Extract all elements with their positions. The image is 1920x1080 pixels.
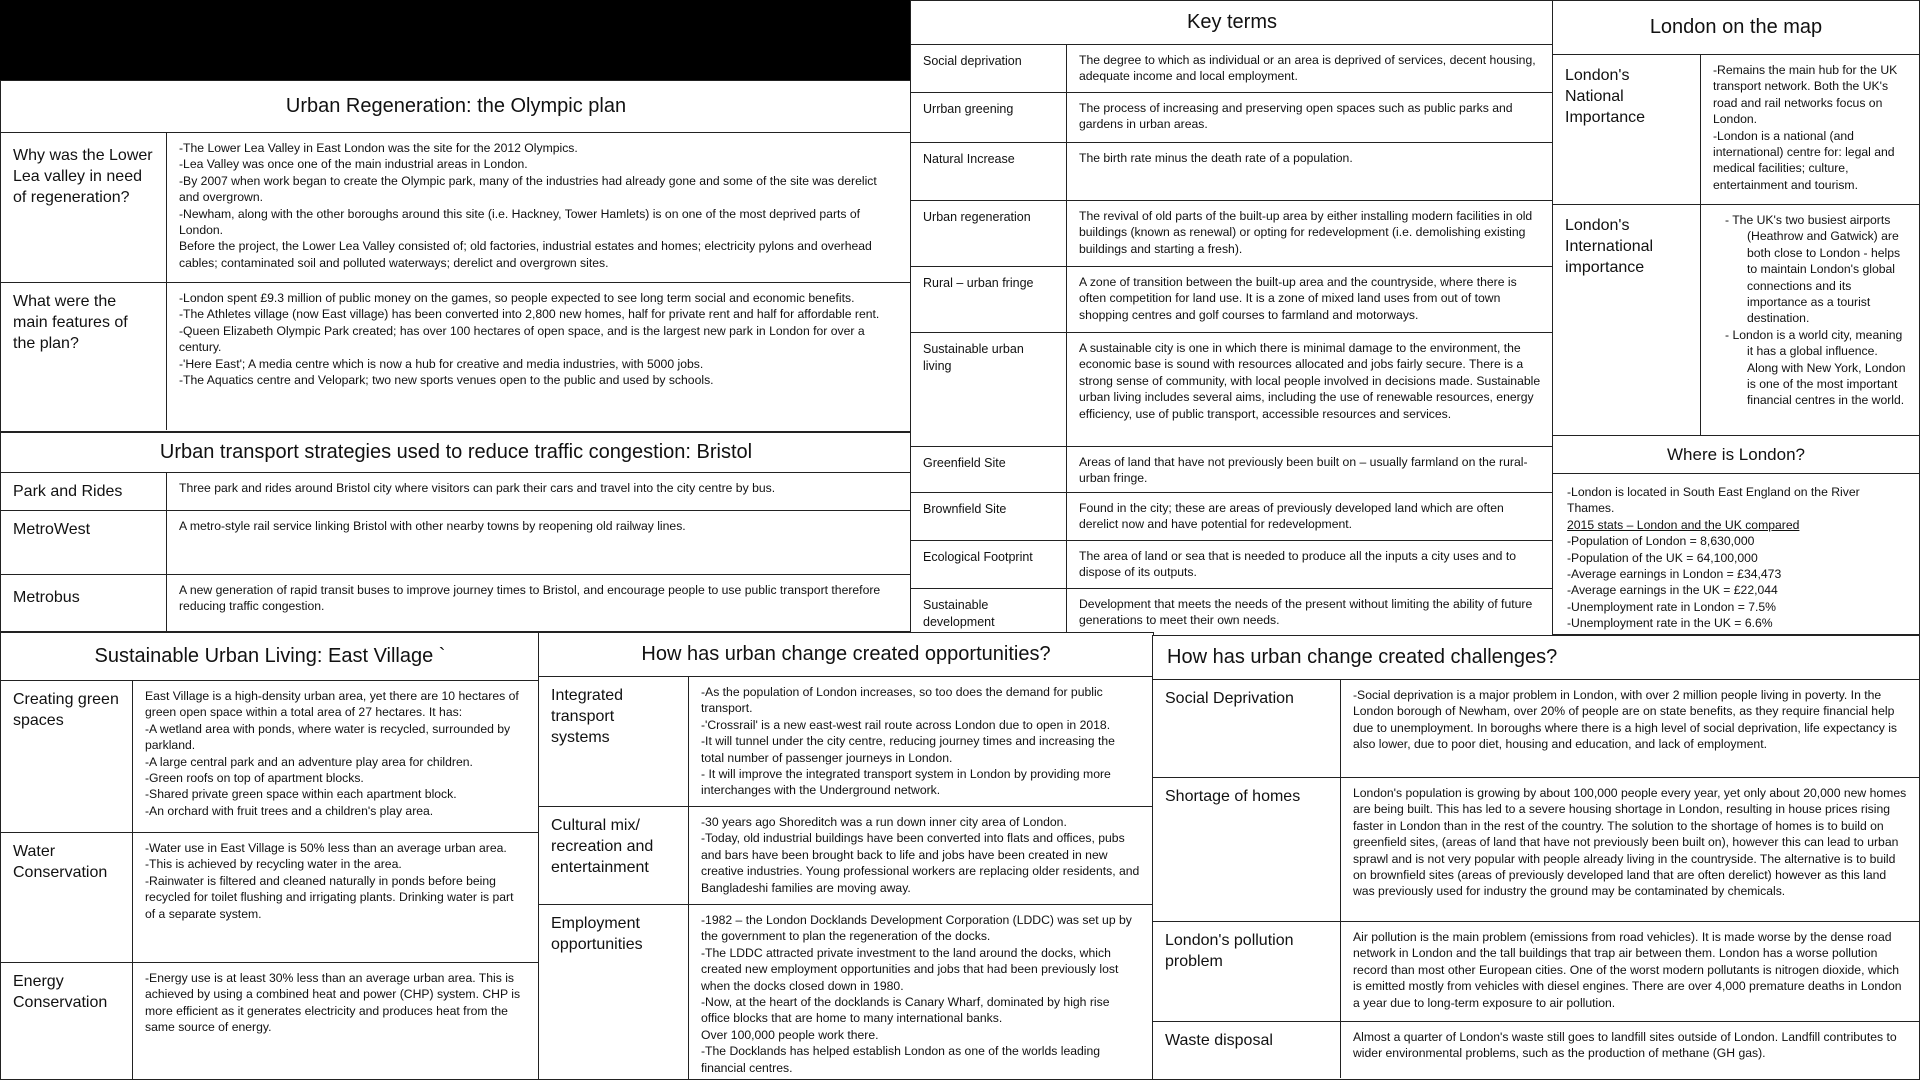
challenges-row-label: London's pollution problem bbox=[1153, 922, 1341, 1021]
stat-line: -Average earnings in London = £34,473 bbox=[1567, 567, 1782, 582]
challenges-row bbox=[1153, 922, 1919, 1022]
text-line: -Today, old industrial buildings have been converted into flats and offices, pubs and bars have been brought back to life and jobs have been created in new creative industries. Young professional workers are replacing older residents, and Bangladeshi families are moving away. bbox=[701, 831, 1140, 895]
challenges-row-label: Shortage of homes bbox=[1153, 778, 1341, 921]
key-term-label: Urban regeneration bbox=[911, 201, 1067, 266]
text-line: -'Crossrail' is a new east-west rail route across London due to open in 2018. bbox=[701, 717, 1111, 732]
key-term-row bbox=[911, 143, 1553, 201]
key-term-definition: The process of increasing and preserving open spaces such as public parks and gardens in urban areas. bbox=[1079, 101, 1513, 132]
key-terms-panel bbox=[910, 0, 1554, 640]
text-line: -Remains the main hub for the UK transport network. Both the UK's road and rail networks focus on London. bbox=[1713, 63, 1898, 127]
key-term-definition: A sustainable city is one in which there is minimal damage to the environment, the economic base is sound with resources allocated and jobs fairly secure. There is a strong sense of community, with local people involved in decisions made. Sustainable urban living includes several aims, including the use of renewable resources, energy efficiency, use of public transport, accessible resources and services. bbox=[1079, 341, 1541, 421]
text-line: -Newham, along with the other boroughs around this site (i.e. Hackney, Tower Hamlets) is on one of the most deprived parts of London. bbox=[179, 206, 861, 238]
opportunities-row-label: Employment opportunities bbox=[539, 905, 689, 1080]
text-line: A new generation of rapid transit buses to improve journey times to Bristol, and encourage people to use public transport therefore reducing traffic congestion. bbox=[179, 583, 881, 614]
opportunities-row bbox=[539, 807, 1153, 905]
opportunities-row-label: Cultural mix/ recreation and entertainment bbox=[539, 807, 689, 904]
stat-line: -Average earnings in the UK = £22,044 bbox=[1567, 583, 1778, 598]
transport-row bbox=[1, 473, 911, 511]
olympic-row-label: What were the main features of the plan? bbox=[1, 283, 167, 430]
text-line: -Shared private green space within each apartment block. bbox=[145, 787, 457, 802]
key-term-definition: The birth rate minus the death rate of a population. bbox=[1079, 151, 1353, 165]
text-line: -An orchard with fruit trees and a children's play area. bbox=[145, 803, 434, 818]
map-row bbox=[1553, 205, 1919, 435]
text-line: -The Aquatics centre and Velopark; two new sports venues open to the public and used by schools. bbox=[179, 373, 714, 388]
london-map-panel bbox=[1552, 0, 1920, 437]
text-line: -London spent £9.3 million of public money on the games, so people expected to see long term social and economic benefits. bbox=[179, 291, 855, 305]
key-terms-title: Key terms bbox=[911, 1, 1553, 45]
opportunities-row-text bbox=[689, 807, 1153, 904]
where-is-london-text bbox=[1553, 474, 1919, 635]
text-line: Three park and rides around Bristol city where visitors can park their cars and travel into the city centre by bus. bbox=[179, 481, 776, 495]
map-row-label: London's National Importance bbox=[1553, 55, 1701, 204]
text-line: -30 years ago Shoreditch was a run down inner city area of London. bbox=[701, 815, 1067, 829]
east-village-row-label: Water Conservation bbox=[1, 833, 133, 962]
opportunities-row-text bbox=[689, 905, 1153, 1080]
text-line: - It will improve the integrated transport system in London by providing more interchanges with the Underground network. bbox=[701, 767, 1111, 798]
map-row-text bbox=[1701, 205, 1919, 435]
transport-title: Urban transport strategies used to reduce traffic congestion: Bristol bbox=[1, 433, 911, 473]
key-term-label: Greenfield Site bbox=[911, 447, 1067, 492]
east-village-row-label: Energy Conservation bbox=[1, 963, 133, 1079]
challenges-row-label: Waste disposal bbox=[1153, 1022, 1341, 1078]
olympic-row-text bbox=[167, 283, 911, 430]
text-line: -This is achieved by recycling water in the area. bbox=[145, 857, 402, 872]
text-line: -Rainwater is filtered and cleaned naturally in ponds before being recycled for toilet flushing and irrigating plants. Drinking water is part of a separate system. bbox=[145, 873, 514, 921]
olympic-plan-panel bbox=[0, 80, 912, 432]
text-line: -The Athletes village (now East village) has been converted into 2,800 new homes, half for private rent and half for affordable rent. bbox=[179, 307, 880, 322]
transport-row-label: Metrobus bbox=[1, 575, 167, 631]
text-line: - London is a world city, meaning it has a global influence. Along with New York, London is one of the most important financial centres in the world. bbox=[1725, 327, 1906, 408]
key-term-row bbox=[911, 93, 1553, 143]
where-is-london-panel bbox=[1552, 435, 1920, 635]
key-term-definition: The degree to which as individual or an area is deprived of services, decent housing, adequate income and local employment. bbox=[1079, 53, 1536, 84]
key-term-definition: Found in the city; these are areas of previously developed land which are often derelict now and have potential for redevelopment. bbox=[1079, 501, 1504, 532]
text-line: -Green roofs on top of apartment blocks. bbox=[145, 771, 364, 786]
transport-panel bbox=[0, 432, 912, 632]
text-line: -By 2007 when work began to create the Olympic park, many of the industries had already gone and some of the site was derelict and overgrown. bbox=[179, 173, 877, 205]
key-term-row bbox=[911, 447, 1553, 493]
east-village-row bbox=[1, 833, 539, 963]
london-map-title: London on the map bbox=[1553, 1, 1919, 55]
east-village-panel bbox=[0, 632, 540, 1080]
opportunities-row-text bbox=[689, 677, 1153, 806]
key-term-definition: Development that meets the needs of the present without limiting the ability of future generations to meet their own needs. bbox=[1079, 597, 1533, 628]
transport-row-label: MetroWest bbox=[1, 511, 167, 574]
key-term-definition: Areas of land that have not previously been built on – usually farmland on the rural-urban fringe. bbox=[1079, 455, 1528, 486]
text-line: -As the population of London increases, so too does the demand for public transport. bbox=[701, 685, 1103, 716]
map-row-label: London's International importance bbox=[1553, 205, 1701, 435]
text-line: East Village is a high-density urban area, yet there are 10 hectares of green open space within a total area of 27 hectares. It has: bbox=[145, 689, 519, 720]
key-term-label: Natural Increase bbox=[911, 143, 1067, 200]
key-term-row bbox=[911, 589, 1553, 637]
opportunities-row bbox=[539, 905, 1153, 1080]
text-line: -The Lower Lea Valley in East London was the site for the 2012 Olympics. bbox=[179, 141, 578, 155]
key-term-row bbox=[911, 201, 1553, 267]
challenges-row bbox=[1153, 680, 1919, 778]
opportunities-panel bbox=[538, 632, 1154, 1080]
stat-line: -Unemployment rate in the UK = 6.6% bbox=[1567, 616, 1773, 631]
stats-heading: 2015 stats – London and the UK compared bbox=[1567, 517, 1800, 532]
opportunities-title: How has urban change created opportunities? bbox=[539, 633, 1153, 677]
transport-row-text bbox=[167, 575, 911, 631]
text-line: -1982 – the London Docklands Development Corporation (LDDC) was set up by the government to plan the regeneration of the docks. bbox=[701, 913, 1132, 944]
text-line: -Lea Valley was once one of the main industrial areas in London. bbox=[179, 157, 528, 172]
text-line: -Queen Elizabeth Olympic Park created; has over 100 hectares of open space, and is the largest new park in London for over a century. bbox=[179, 323, 865, 355]
map-row-text bbox=[1701, 55, 1919, 204]
text-line: - The UK's two busiest airports (Heathrow and Gatwick) are both close to London - helps to maintain London's global connections and its importance as a tourist destination. bbox=[1725, 213, 1901, 326]
key-term-definition: The revival of old parts of the built-up area by either installing modern facilities in old buildings (known as renewal) or opting for redevelopment (i.e. demolishing existing buildings and starting a fresh). bbox=[1079, 209, 1533, 256]
east-village-row bbox=[1, 681, 539, 833]
east-village-row-text bbox=[133, 681, 539, 832]
where-is-london-title: Where is London? bbox=[1553, 436, 1919, 474]
olympic-row bbox=[1, 283, 911, 430]
transport-row bbox=[1, 511, 911, 575]
challenges-row-text: Air pollution is the main problem (emissions from road vehicles). It is made worse by the dense road network in London and the tall buildings that trap air between them. London has a worse pollution record than most other European cities. One of the worst modern pollutants is nitrogen dioxide, which is emitted mostly from vehicles with diesel engines. There are over 4,000 premature deaths in London a year due to long-term exposure to air pollution. bbox=[1353, 930, 1902, 1010]
text-line: -A wetland area with ponds, where water is recycled, surrounded by parkland. bbox=[145, 721, 511, 753]
stat-line: -Population of the UK = 64,100,000 bbox=[1567, 550, 1758, 565]
challenges-row-text: Almost a quarter of London's waste still goes to landfill sites outside of London. Landfill contributes to wider environmental problems, such as the production of methane (GH gas). bbox=[1353, 1030, 1897, 1061]
key-term-label: Ecological Footprint bbox=[911, 541, 1067, 588]
text-line: -It will tunnel under the city centre, reducing journey times and increasing the total number of passenger journeys in London. bbox=[701, 734, 1115, 765]
stat-line: -Unemployment rate in London = 7.5% bbox=[1567, 599, 1777, 614]
key-term-row bbox=[911, 493, 1553, 541]
challenges-title: How has urban change created challenges? bbox=[1153, 636, 1919, 680]
key-term-label: Urrban greening bbox=[911, 93, 1067, 142]
east-village-row-text bbox=[133, 963, 539, 1079]
black-header-bar bbox=[0, 0, 910, 80]
key-term-row bbox=[911, 541, 1553, 589]
challenges-row-label: Social Deprivation bbox=[1153, 680, 1341, 777]
key-term-label: Rural – urban fringe bbox=[911, 267, 1067, 332]
text-line: -Energy use is at least 30% less than an average urban area. This is achieved by using a combined heat and power (CHP) system. CHP is more efficient as it generates electricity and produces heat from the same source of energy. bbox=[145, 971, 521, 1035]
east-village-title: Sustainable Urban Living: East Village ` bbox=[1, 633, 539, 681]
key-term-definition: The area of land or sea that is needed to produce all the inputs a city uses and to dispose of its outputs. bbox=[1079, 549, 1517, 580]
text-line: -London is a national (and international) centre for: legal and medical facilities; culture, entertainment and tourism. bbox=[1713, 128, 1895, 192]
key-term-label: Brownfield Site bbox=[911, 493, 1067, 540]
opportunities-row-label: Integrated transport systems bbox=[539, 677, 689, 806]
east-village-row bbox=[1, 963, 539, 1079]
text-line: -London is located in South East England on the River Thames. bbox=[1567, 485, 1860, 516]
key-term-label: Sustainable urban living bbox=[911, 333, 1067, 446]
key-term-label: Sustainable development bbox=[911, 589, 1067, 637]
text-line: -The Docklands has helped establish London as one of the worlds leading financial centres. bbox=[701, 1044, 1101, 1075]
challenges-row-text: London's population is growing by about 100,000 people every year, yet only about 20,000 new homes are being built. This has led to a severe housing shortage in London, resulting in house prices rising faster in London than in the rest of the country. The solution to the shortage of homes is to build on greenfield sites, (areas of land that have not previously been built on), however this can lead to urban sprawl and is not very popular with people already living in the countryside. The alternative is to build on brownfield sites (areas of previously developed land that are often derelict) however as this land was previously used for industry the ground may be contaminated by chemicals. bbox=[1353, 786, 1907, 899]
olympic-plan-title: Urban Regeneration: the Olympic plan bbox=[1, 81, 911, 133]
transport-row-text bbox=[167, 473, 911, 510]
challenges-panel bbox=[1152, 635, 1920, 1080]
opportunities-row bbox=[539, 677, 1153, 807]
key-term-label: Social deprivation bbox=[911, 45, 1067, 92]
stat-line: -Population of London = 8,630,000 bbox=[1567, 534, 1755, 549]
transport-row-label: Park and Rides bbox=[1, 473, 167, 510]
text-line: -A large central park and an adventure play area for children. bbox=[145, 754, 473, 769]
transport-row bbox=[1, 575, 911, 631]
text-line: Before the project, the Lower Lea Valley consisted of; old factories, industrial estates and homes; electricity pylons and overhead cables; contaminated soil and polluted waterways; derelict and overgrown sites. bbox=[179, 239, 872, 270]
key-term-definition: A zone of transition between the built-up area and the countryside, where there is often competition for land use. It is a zone of mixed land uses from out of town shopping centres and golf courses to farmland and motorways. bbox=[1079, 275, 1517, 322]
transport-row-text bbox=[167, 511, 911, 574]
key-term-row bbox=[911, 333, 1553, 447]
text-line: -Water use in East Village is 50% less than an average urban area. bbox=[145, 841, 507, 855]
key-term-row bbox=[911, 267, 1553, 333]
olympic-row-text bbox=[167, 133, 911, 282]
challenges-row bbox=[1153, 778, 1919, 922]
text-line: Over 100,000 people work there. bbox=[701, 1027, 879, 1042]
olympic-row-label: Why was the Lower Lea valley in need of regeneration? bbox=[1, 133, 167, 282]
key-term-row bbox=[911, 45, 1553, 93]
text-line: -The LDDC attracted private investment to the land around the docks, which created new employment opportunities and jobs that had been previously lost when the docks closed down in 1980. bbox=[701, 945, 1119, 993]
text-line: -'Here East'; A media centre which is now a hub for creative and media industries, with 5000 jobs. bbox=[179, 356, 704, 371]
text-line: A metro-style rail service linking Bristol with other nearby towns by reopening old railway lines. bbox=[179, 519, 686, 533]
challenges-row-text: -Social deprivation is a major problem in London, with over 2 million people living in poverty. In the London borough of Newham, over 20% of people are on state benefits, as they require financial help due to unemployment. In boroughs where there is a high level of social deprivation, life expectancy is also lower, due to poor diet, housing and education, and lack of employment. bbox=[1353, 688, 1898, 752]
challenges-row bbox=[1153, 1022, 1919, 1078]
text-line: -Now, at the heart of the docklands is Canary Wharf, dominated by high rise office blocks that are home to many international banks. bbox=[701, 995, 1110, 1026]
olympic-row bbox=[1, 133, 911, 283]
east-village-row-text bbox=[133, 833, 539, 962]
east-village-row-label: Creating green spaces bbox=[1, 681, 133, 832]
map-row bbox=[1553, 55, 1919, 205]
